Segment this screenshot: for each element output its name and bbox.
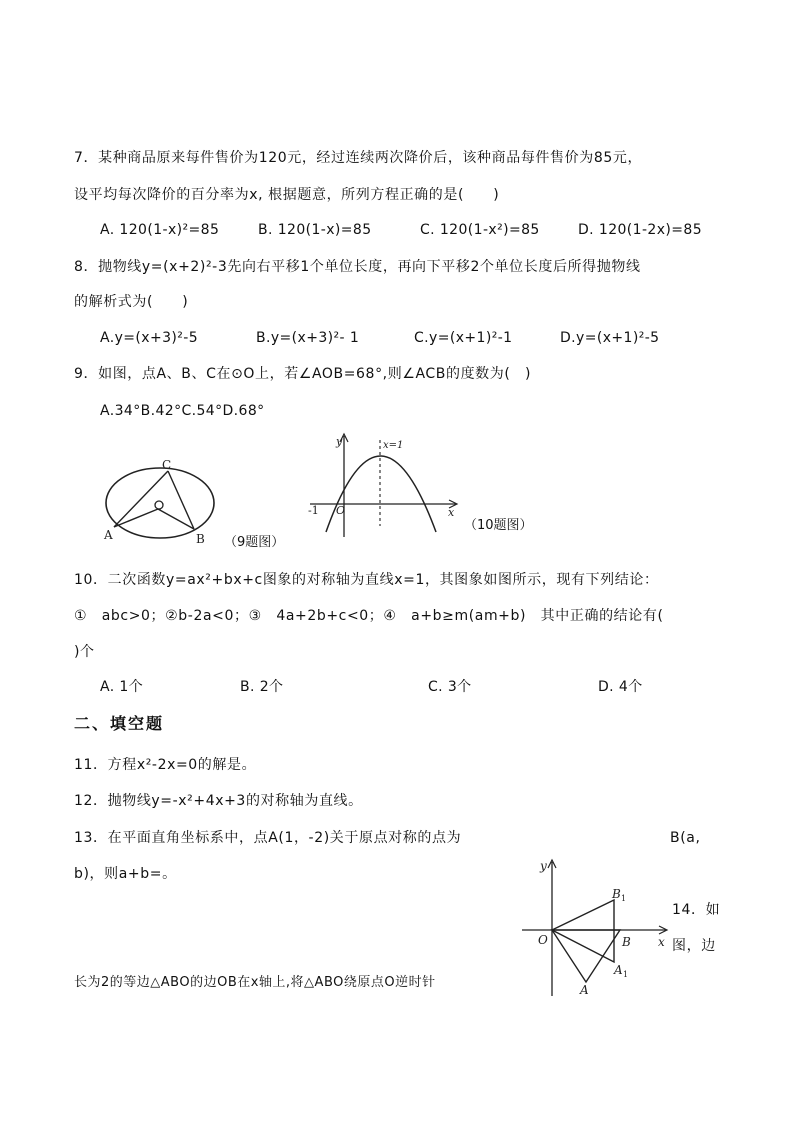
q9-line1: 9．如图，点A、B、C在⊙O上，若∠AOB=68°,则∠ACB的度数为( ) (74, 366, 532, 382)
q14-label-b1: B (612, 887, 621, 901)
q14-label-a1-sub: 1 (623, 970, 629, 979)
q8-option-b: B.y=(x+3)²- 1 (256, 330, 360, 346)
q9-label-c: C (162, 458, 172, 472)
q8-line2: 的解析式为( ) (74, 294, 189, 310)
q7-line1: 7．某种商品原来每件售价为120元，经过连续两次降价后，该种商品每件售价为85元， (74, 150, 643, 166)
q10-parabola (326, 456, 436, 532)
q7-option-c: C. 120(1-x²)=85 (420, 222, 540, 238)
q14-line-main: 长为2的等边△ABO的边OB在x轴上,将△ABO绕原点O逆时针 (74, 975, 436, 990)
section2-title: 二、填空题 (74, 714, 165, 733)
q14-label-a1: A (614, 963, 623, 977)
q14-label-o: O (538, 933, 548, 947)
q10-option-a: A. 1个 (100, 679, 144, 695)
q10-label-origin: O (336, 504, 346, 517)
q11-line1: 11．方程x²-2x=0的解是。 (74, 757, 257, 773)
q14-label-b: B (622, 935, 631, 949)
q10-label-y: y (336, 435, 343, 448)
q9-label-b: B (196, 532, 205, 546)
q7-option-b: B. 120(1-x)=85 (258, 222, 372, 238)
q12-line1: 12．抛物线y=-x²+4x+3的对称轴为直线。 (74, 793, 363, 809)
q8-line1: 8．抛物线y=(x+2)²-3先向右平移1个单位长度，再向下平移2个单位长度后所得抛物线 (74, 259, 641, 275)
q10-label-axis: x=1 (383, 440, 404, 451)
q9-chord-ca (114, 471, 168, 527)
q9-center-mark (155, 501, 163, 509)
q10-line3: )个 (74, 644, 95, 660)
q7-option-d: D. 120(1-2x)=85 (578, 222, 703, 238)
q8-option-a: A.y=(x+3)²-5 (100, 330, 199, 346)
q10-figure-caption: （10题图） (464, 518, 533, 533)
q10-option-c: C. 3个 (428, 679, 472, 695)
q10-option-b: B. 2个 (240, 679, 284, 695)
q9-options: A.34°B.42°C.54°D.68° (100, 403, 265, 419)
q10-line1: 10．二次函数y=ax²+bx+c图象的对称轴为直线x=1，其图象如图所示，现有下列结论： (74, 572, 659, 588)
q14-triangle-abo (552, 930, 620, 982)
q13-line1-tail: B(a, (670, 830, 701, 846)
q9-radius-oa (114, 509, 158, 527)
q9-chord-cb (168, 471, 194, 529)
q10-label-minus1: -1 (308, 504, 319, 517)
q13-line1: 13．在平面直角坐标系中，点A(1，-2)关于原点对称的点为 (74, 830, 462, 846)
q9-radius-ob (158, 509, 194, 529)
q8-option-d: D.y=(x+1)²-5 (560, 330, 660, 346)
q10-line2: ① abc>0；②b-2a<0；③ 4a+2b+c<0；④ a+b≥m(am+b) 其中正确的结论有( (74, 608, 664, 624)
q9-figure (100, 455, 222, 547)
q8-option-c: C.y=(x+1)²-1 (414, 330, 513, 346)
q14-label-y: y (540, 859, 547, 873)
q9-label-a: A (104, 528, 113, 542)
q10-label-x: x (448, 506, 455, 519)
q10-option-d: D. 4个 (598, 679, 643, 695)
q7-line2: 设平均每次降价的百分率为x, 根据题意，所列方程正确的是( ) (74, 187, 500, 203)
q7-option-a: A. 120(1-x)²=85 (100, 222, 220, 238)
q10-figure (306, 432, 460, 542)
q14-text-a: 14．如 (672, 902, 721, 918)
q14-label-x: x (658, 935, 665, 949)
q14-figure (518, 856, 670, 998)
q14-text-b: 图，边 (672, 938, 716, 954)
q13-line2: b)，则a+b=。 (74, 866, 177, 882)
q9-figure-caption: （9题图） (224, 535, 285, 550)
q14-label-a: A (580, 983, 589, 997)
q14-label-b1-sub: 1 (621, 894, 627, 903)
